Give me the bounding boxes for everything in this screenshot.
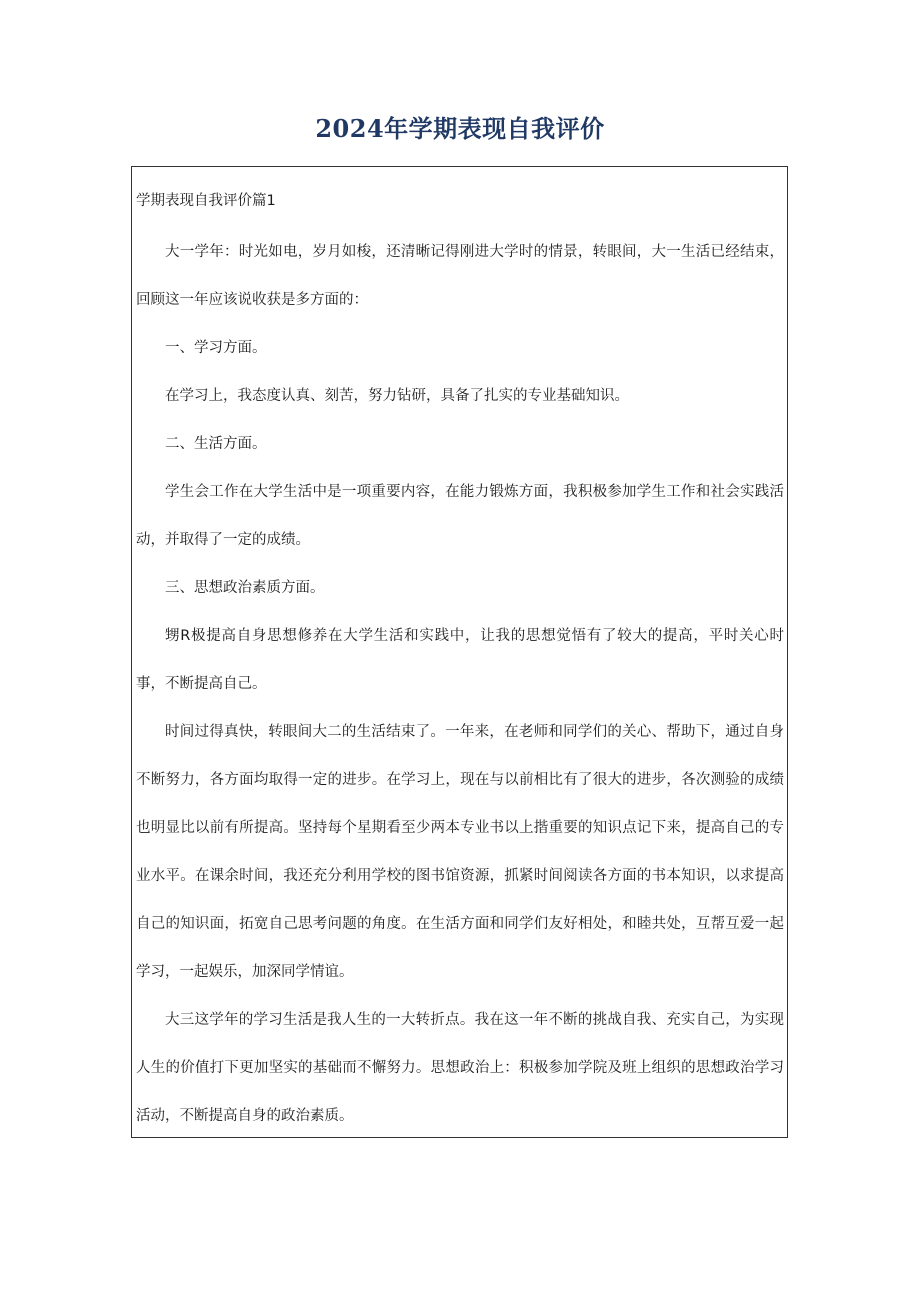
- paragraph-ideology: 甥R极提高自身思想修养在大学生活和实践中，让我的思想觉悟有了较大的提高，平时关心时事，不断提高自己。: [136, 628, 784, 692]
- paragraph-life: 学生会工作在大学生活中是一项重要内容，在能力锻炼方面，我积极参加学生工作和社会实践活动，并取得了一定的成绩。: [136, 484, 784, 548]
- heading-ideology: 三、思想政治素质方面。: [165, 580, 325, 596]
- paragraph-junior-year: 大三这学年的学习生活是我人生的一大转折点。我在这一年不断的挑战自我、充实自己，为实现人生的价值打下更加坚实的基础而不懈努力。思想政治上：积极参加学院及班上组织的思想政治学习活动，不断提高自身的政治素质。: [136, 1012, 784, 1124]
- heading-life: 二、生活方面。: [165, 436, 267, 452]
- paragraph-freshman-year: 大一学年：时光如电，岁月如梭，还清晰记得刚进大学时的情景，转眼间，大一生活已经结束，回顾这一年应该说收获是多方面的：: [136, 244, 784, 308]
- content-box: [131, 166, 788, 1138]
- section-heading: 学期表现自我评价篇1: [136, 193, 276, 209]
- heading-study: 一、学习方面。: [165, 340, 267, 356]
- paragraph-study: 在学习上，我态度认真、刻苦，努力钻研，具备了扎实的专业基础知识。: [165, 388, 629, 404]
- paragraph-sophomore-year: 时间过得真快，转眼间大二的生活结束了。一年来，在老师和同学们的关心、帮助下，通过自身不断努力，各方面均取得一定的进步。在学习上，现在与以前相比有了很大的进步，各次测验的成绩也明显比以前有所提高。坚持每个星期看至少两本专业书以上揩重要的知识点记下来，提高自己的专业水平。在课余时间，我还充分利用学校的图书馆资源，抓紧时间阅读各方面的书本知识，以求提高自己的知识面，拓宽自己思考问题的角度。在生活方面和同学们友好相处，和睦共处，互帮互爱一起学习，一起娱乐，加深同学情谊。: [136, 724, 784, 980]
- document-title: 2024年学期表现自我评价: [315, 114, 605, 143]
